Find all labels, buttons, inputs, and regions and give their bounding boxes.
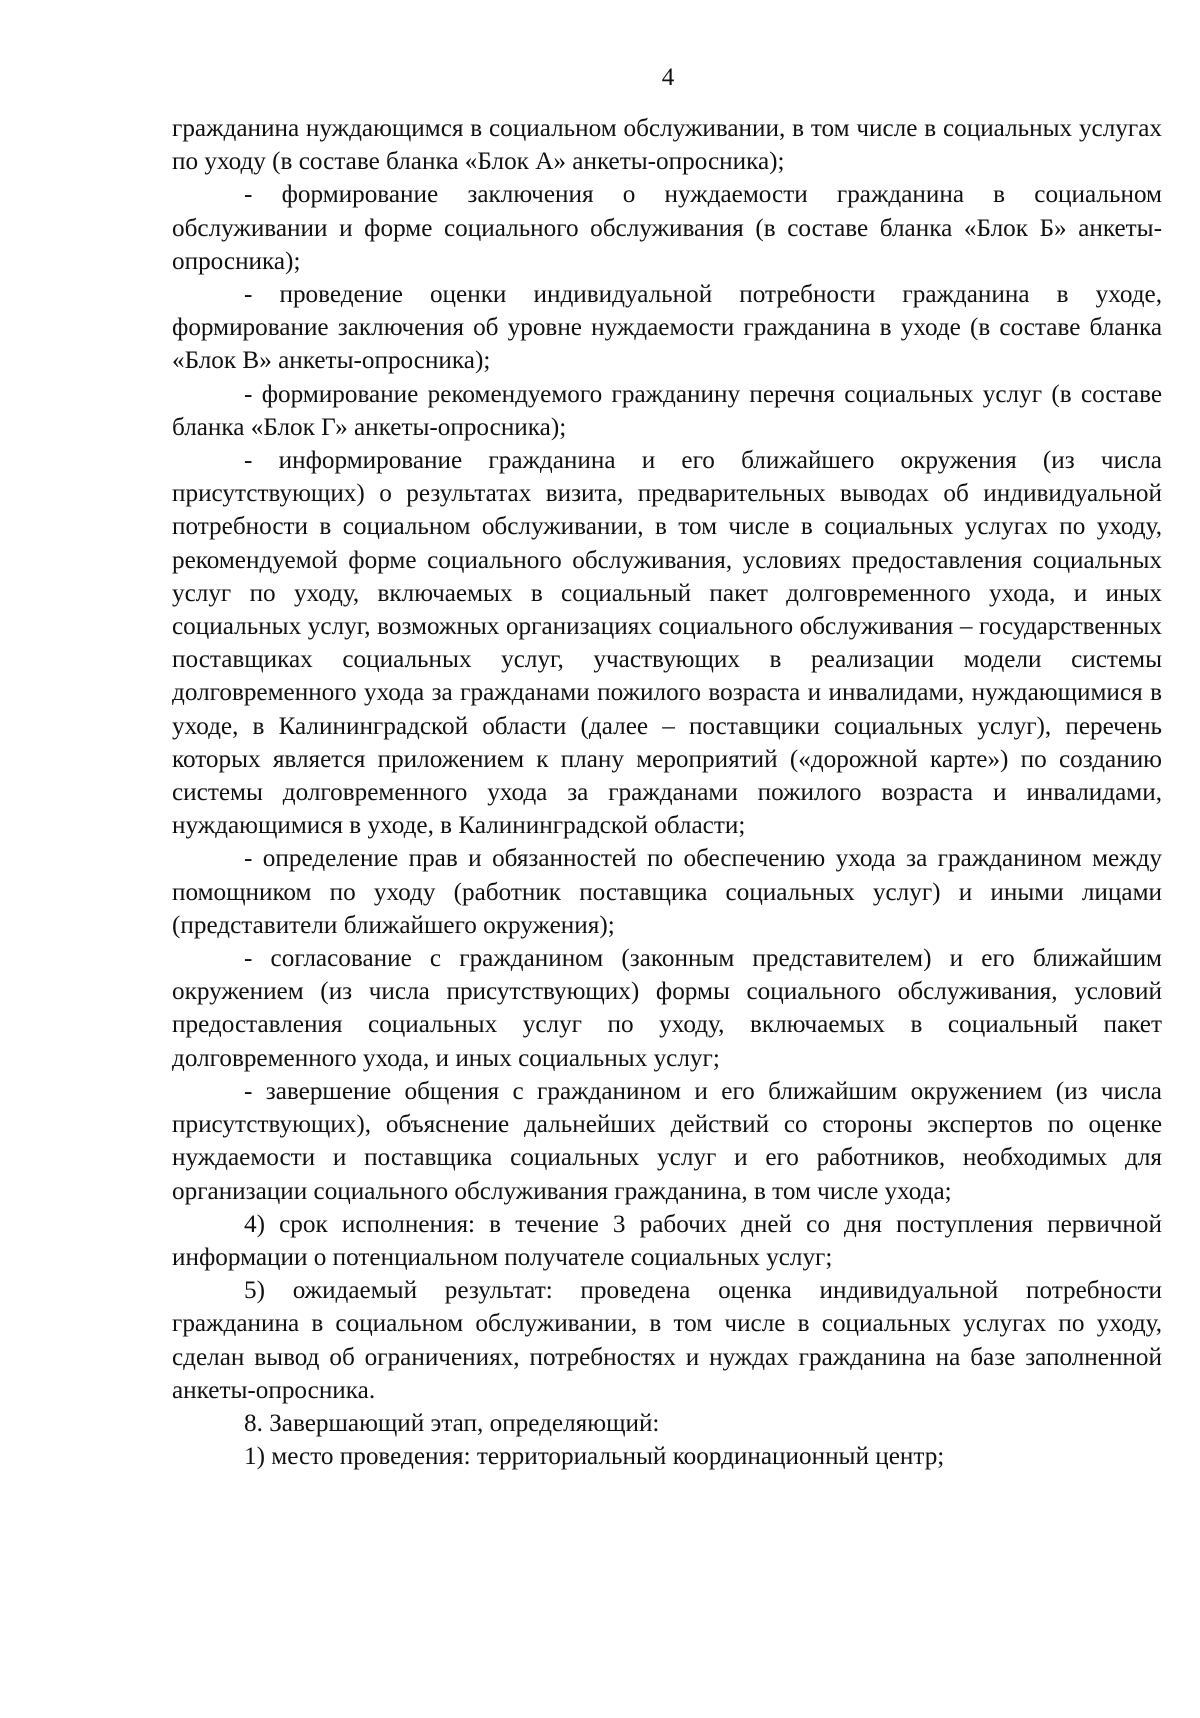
paragraph-list-item: - формирование рекомендуемого гражданину перечня социальных услуг (в составе бланка «Блок Г» анкеты-опросника); <box>172 380 1162 441</box>
paragraph-list-item: - определение прав и обязанностей по обеспечению ухода за гражданином между помощником по уходу (работник поставщика социальных услуг) и иными лицами (представители ближайшего окружения); <box>172 845 1162 939</box>
paragraph-numbered-item: 5) ожидаемый результат: проведена оценка индивидуальной потребности гражданина в социальном обслуживании, в том числе в социальных услугах по уходу, сделан вывод об ограничениях, потребностях и нуждах гражданина на базе заполненной анкеты-опросника. <box>172 1277 1162 1404</box>
paragraph-section-heading: 8. Завершающий этап, определяющий: <box>244 1409 660 1437</box>
paragraph-list-item: - завершение общения с гражданином и его ближайшим окружением (из числа присутствующих), объяснение дальнейших действий со стороны экспертов по оценке нуждаемости и поставщика социальных услуг и его работников, необходимых для организации социального обслуживания гражданина, в том числе ухода; <box>172 1077 1162 1205</box>
paragraph-list-item: - формирование заключения о нуждаемости гражданина в социальном обслуживании и форме социального обслуживания (в составе бланка «Блок Б» анкеты-опросника); <box>172 181 1162 275</box>
paragraph-list-item: - согласование с гражданином (законным представителем) и его ближайшим окружением (из числа присутствующих) формы социального обслуживания, условий предоставления социальных услуг по уходу, включаемых в социальный пакет долговременного ухода, и иных социальных услуг; <box>172 945 1162 1072</box>
paragraph-continuation: гражданина нуждающимся в социальном обслуживании, в том числе в социальных услугах по уходу (в составе бланка «Блок А» анкеты-опросника); <box>172 115 1162 176</box>
paragraph-list-item: - информирование гражданина и его ближайшего окружения (из числа присутствующих) о результатах визита, предварительных выводах об индивидуальной потребности в социальном обслуживании, в том числе в социальных услугах по уходу, рекомендуемой форме социального обслуживания, условиях предоставления социальных услуг по уходу, включаемых в социальный пакет долговременного ухода, и иных социальных услуг, возможных организациях социального обслуживания – государственных поставщиках социальных услуг, участвующих в реализации модели системы долговременного ухода за гражданами пожилого возраста и инвалидами, нуждающимися в уходе, в Калининградской области (далее – поставщики социальных услуг), перечень которых является приложением к плану мероприятий («дорожной карте») по созданию системы долговременного ухода за гражданами пожилого возраста и инвалидами, нуждающимися в уходе, в Калининградской области; <box>172 447 1162 840</box>
page-number: 4 <box>661 64 675 91</box>
document-body <box>172 112 1162 1473</box>
paragraph-numbered-item: 4) срок исполнения: в течение 3 рабочих дней со дня поступления первичной информации о потенциальном получателе социальных услуг; <box>172 1210 1162 1271</box>
paragraph-numbered-item: 1) место проведения: территориальный координационный центр; <box>244 1443 945 1471</box>
paragraph-list-item: - проведение оценки индивидуальной потребности гражданина в уходе, формирование заключения об уровне нуждаемости гражданина в уходе (в составе бланка «Блок В» анкеты-опросника); <box>172 281 1162 375</box>
